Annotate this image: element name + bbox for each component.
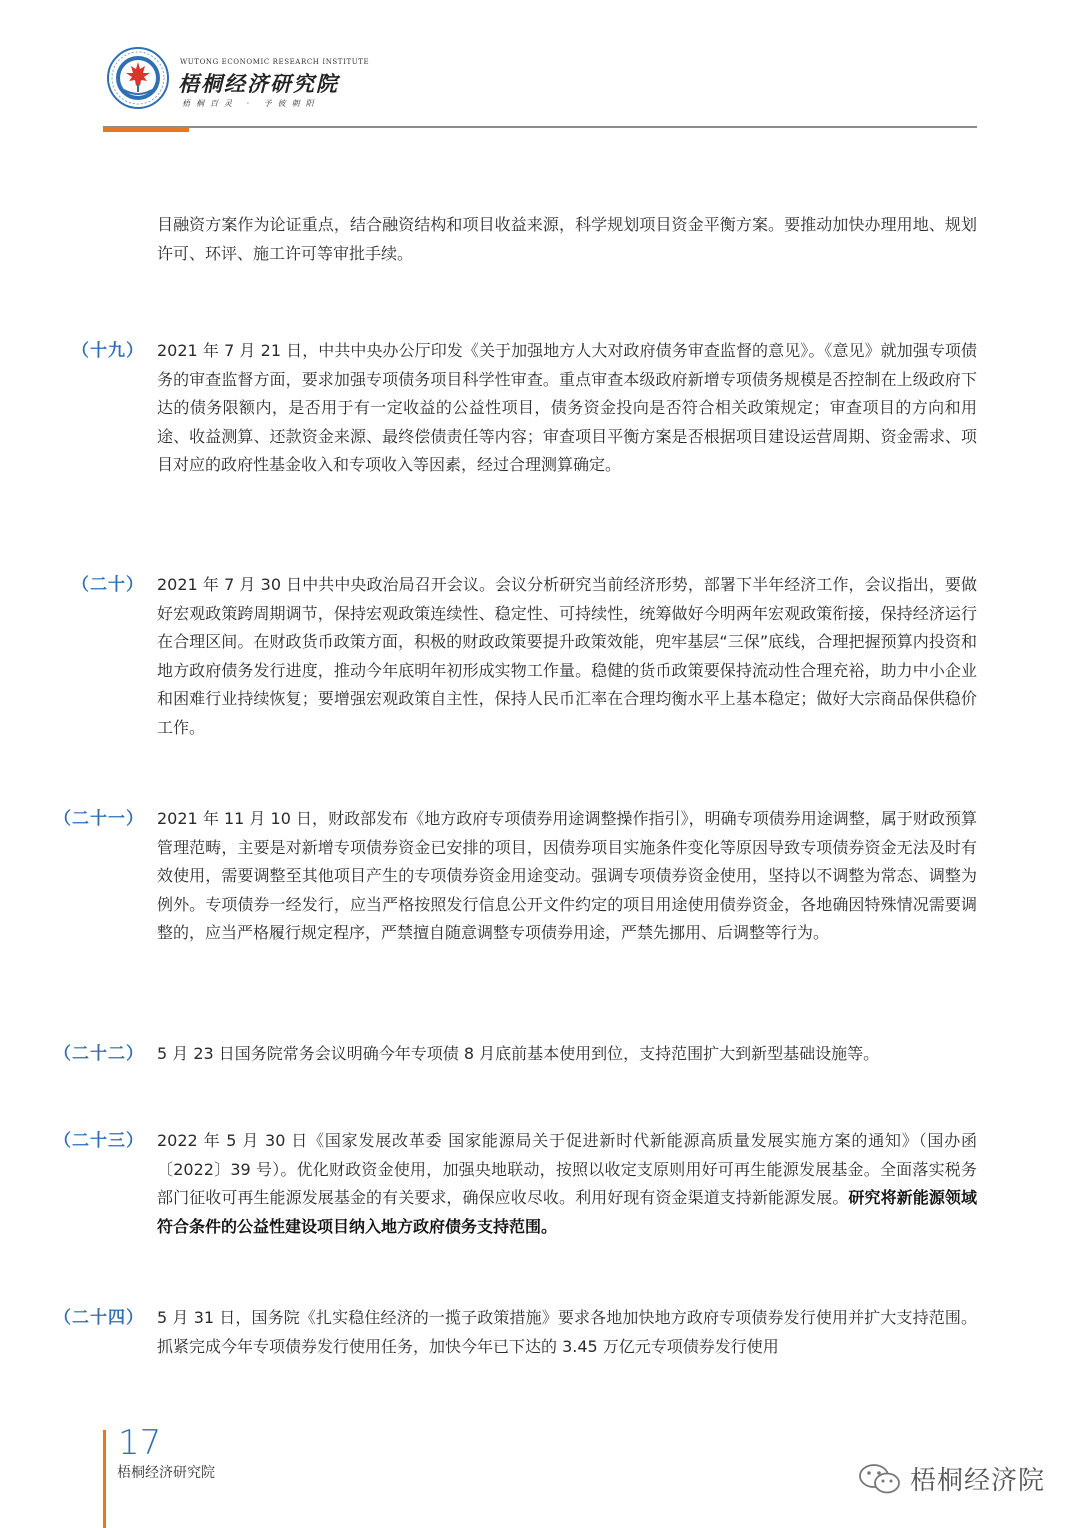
footer-accent-bar xyxy=(103,1430,106,1528)
header-divider xyxy=(103,126,977,128)
paragraph-19: 2021 年 7 月 21 日，中共中央办公厅印发《关于加强地方人大对政府债务审查监督的意见》。《意见》就加强专项债务的审查监督方面，要求加强专项债务项目科学性审查。重点审查本级政府新增专项债务规模是否控制在上级政府下达的债务限额内，是否用于有一定收益的公益性项目，债务资金投向是否符合相关政策规定；审查项目的方向和用途、收益测算、还款资金来源、最终偿债责任等内容；审查项目平衡方案是否根据项目建设运营周期、资金需求、项目对应的政府性基金收入和专项收入等因素，经过合理测算确定。 xyxy=(157,341,977,475)
watermark-text: 梧桐经济院 xyxy=(910,1466,1046,1496)
section-label-24: （二十四） xyxy=(54,1308,144,1328)
section-label-21: （二十一） xyxy=(54,809,144,829)
wechat-icon xyxy=(858,1462,902,1496)
page-number: 17 xyxy=(118,1423,162,1463)
institute-motto: 梧桐百灵 · 予彼朝阳 xyxy=(182,99,320,108)
paragraph-20: 2021 年 7 月 30 日中共中央政治局召开会议。会议分析研究当前经济形势，部署下半年经济工作，会议指出，要做好宏观政策跨周期调节，保持宏观政策连续性、稳定性、可持续性，统筹做好今明两年宏观政策衔接，保持经济运行在合理区间。在财政货币政策方面，积极的财政政策要提升政策效能，兜牢基层“三保”底线，合理把握预算内投资和地方政府债务发行进度，推动今年底明年初形成实物工作量。稳健的货币政策要保持流动性合理充裕，助力中小企业和困难行业持续恢复；要增强宏观政策自主性，保持人民币汇率在合理均衡水平上基本稳定；做好大宗商品保供稳价工作。 xyxy=(157,575,977,737)
paragraph-21: 2021 年 11 月 10 日，财政部发布《地方政府专项债券用途调整操作指引》，明确专项债券用途调整，属于财政预算管理范畴，主要是对新增专项债券资金已安排的项目，因债券项目实施条件变化等原因导致专项债券资金无法及时有效使用，需要调整至其他项目产生的专项债券资金用途变动。强调专项债券资金使用，坚持以不调整为常态、调整为例外。专项债券一经发行，应当严格按照发行信息公开文件约定的项目用途使用债券资金，各地确因特殊情况需要调整的，应当严格履行规定程序，严禁擅自随意调整专项债券用途，严禁先挪用、后调整等行为。 xyxy=(157,809,977,943)
section-label-20: （二十） xyxy=(72,575,144,595)
paragraph-24: 5 月 31 日，国务院《扎实稳住经济的一揽子政策措施》要求各地加快地方政府专项债券发行使用并扩大支持范围。抓紧完成今年专项债券发行使用任务，加快今年已下达的 3.45 万亿元专项债券发行使用 xyxy=(157,1308,977,1356)
header-accent-bar xyxy=(103,127,189,132)
institute-name-cn: 梧桐经济研究院 xyxy=(178,71,339,96)
emphasis-text: 研究将新能源领域符合条件的公益性建设项目纳入地方政府债务支持范围。 xyxy=(157,1188,977,1236)
institute-name-en: WUTONG ECONOMIC RESEARCH INSTITUTE xyxy=(180,58,370,66)
paragraph-22: 5 月 23 日国务院常务会议明确今年专项债 8 月底前基本使用到位，支持范围扩大到新型基础设施等。 xyxy=(157,1044,880,1063)
paragraph-23: 2022 年 5 月 30 日《国家发展改革委 国家能源局关于促进新时代新能源高质量发展实施方案的通知》（国办函〔2022〕39 号）。优化财政资金使用，加强央地联动，按照以收定支原则用好可再生能源发展基金。全面落实税务部门征收可再生能源发展基金的有关要求，确保应收尽收。利用好现有资金渠道支持新能源发展。研究将新能源领域符合条件的公益性建设项目纳入地方政府债务支持范围。 xyxy=(157,1131,977,1236)
section-label-22: （二十二） xyxy=(54,1044,144,1064)
paragraph-continuation: 目融资方案作为论证重点，结合融资结构和项目收益来源，科学规划项目资金平衡方案。要推动加快办理用地、规划许可、环评、施工许可等审批手续。 xyxy=(157,215,977,263)
section-label-19: （十九） xyxy=(72,341,144,361)
section-label-23: （二十三） xyxy=(54,1131,144,1151)
maple-leaf-emblem-icon xyxy=(106,46,170,110)
footer-org-name: 梧桐经济研究院 xyxy=(117,1465,215,1481)
watermark xyxy=(858,1460,1045,1497)
